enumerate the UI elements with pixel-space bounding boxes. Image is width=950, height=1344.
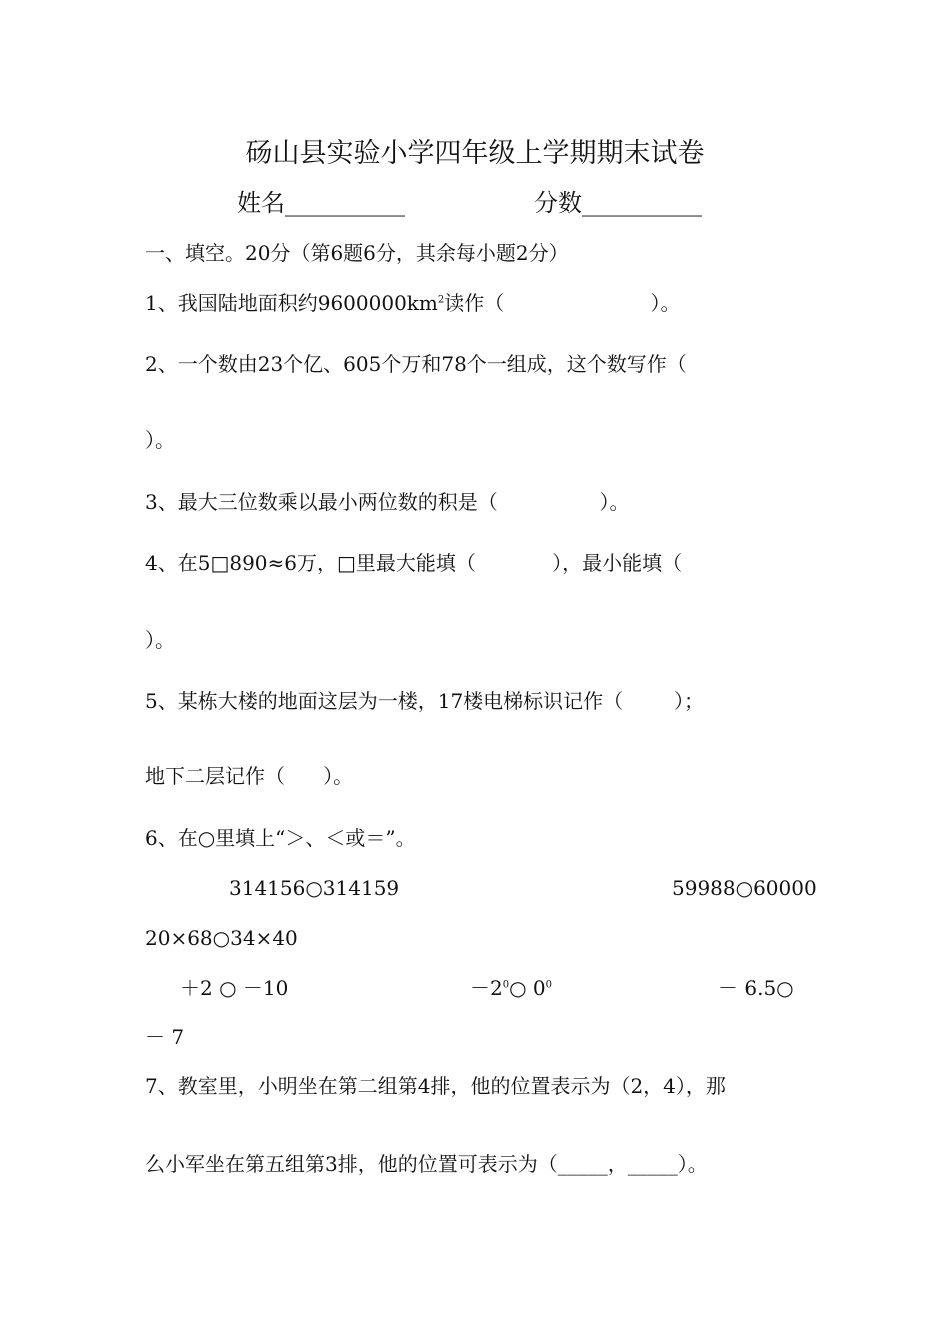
question-5-line-2: 地下二层记作（ ）。 bbox=[145, 764, 354, 788]
c5-superscript-1: 0 bbox=[502, 979, 510, 991]
score-label: 分数__________ bbox=[534, 189, 702, 217]
comparison-6: － 6.5○ bbox=[718, 976, 794, 1000]
page-title: 砀山县实验小学四年级上学期期末试卷 bbox=[245, 138, 705, 169]
comparison-6-continued: － 7 bbox=[145, 1025, 185, 1049]
q1-text-before: 1、我国陆地面积约9600000km bbox=[145, 291, 438, 315]
question-5-line-1: 5、某栋大楼的地面这层为一楼，17楼电梯标识记作（ ）； bbox=[145, 689, 705, 713]
c5-superscript-2: 0 bbox=[545, 979, 553, 991]
comparison-5 bbox=[470, 975, 552, 1001]
question-4-line-1: 4、在5□890≈6万，□里最大能填（ ），最小能填（ bbox=[145, 551, 683, 575]
question-4-line-2: ）。 bbox=[145, 628, 175, 652]
c5-middle: ○ 0 bbox=[509, 976, 546, 1000]
question-7-line-1: 7、教室里，小明坐在第二组第4排，他的位置表示为（2，4），那 bbox=[145, 1074, 726, 1098]
section-heading: 一、填空。20分（第6题6分，其余每小题2分） bbox=[145, 241, 569, 265]
question-2-line-1: 2、一个数由23个亿、605个万和78个一组成，这个数写作（ bbox=[145, 352, 687, 376]
question-6-instruction: 6、在○里填上“＞、＜或＝”。 bbox=[145, 826, 416, 850]
name-label: 姓名__________ bbox=[237, 189, 405, 217]
q1-text-after: 读作（ ）。 bbox=[444, 291, 681, 315]
comparison-4: ＋2 ○ －10 bbox=[180, 976, 289, 1000]
question-2-line-2: ）。 bbox=[145, 428, 175, 452]
q1-superscript: 2 bbox=[437, 294, 445, 306]
question-3: 3、最大三位数乘以最小两位数的积是（ ）。 bbox=[145, 490, 630, 514]
comparison-2: 59988○60000 bbox=[672, 876, 817, 900]
c5-before: －2 bbox=[470, 976, 503, 1000]
comparison-1: 314156○314159 bbox=[229, 876, 400, 900]
question-1 bbox=[145, 290, 681, 316]
comparison-3: 20×68○34×40 bbox=[145, 926, 298, 950]
question-7-line-2: 么小军坐在第五组第3排，他的位置可表示为（_____，_____）。 bbox=[145, 1152, 708, 1176]
